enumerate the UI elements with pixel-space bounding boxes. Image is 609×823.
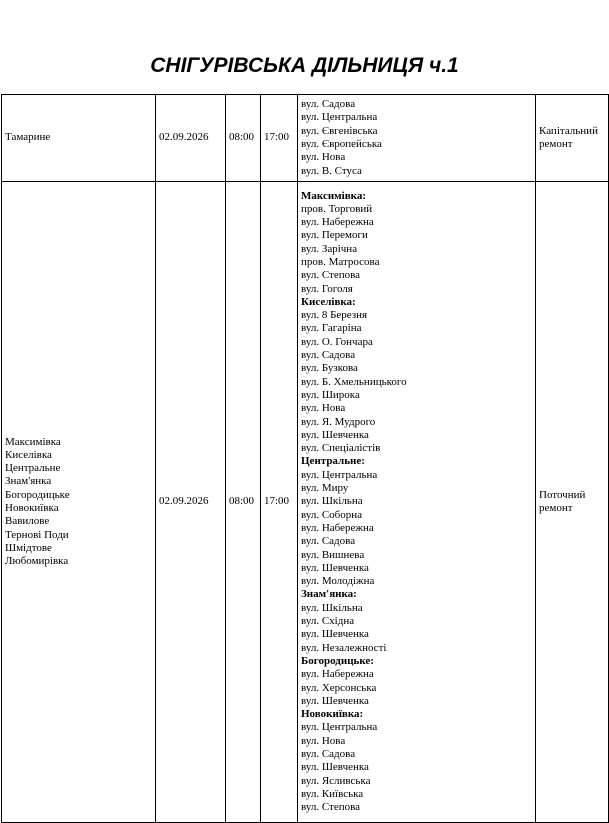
street-name: вул. Шевченка — [301, 761, 369, 774]
street-name: вул. Гагаріна — [301, 322, 362, 335]
street-name: вул. Нова — [301, 734, 346, 747]
table-row — [2, 95, 609, 182]
outage-schedule-table — [1, 94, 609, 823]
street-name: вул. Центральна — [301, 721, 378, 734]
street-name: вул. Херсонська — [301, 681, 377, 694]
street-name: вул. Перемоги — [301, 229, 368, 242]
street-name: вул. Нова — [301, 151, 346, 164]
street-name: вул. Набережна — [301, 668, 374, 681]
street-name: вул. Степова — [301, 801, 361, 814]
location-name: Тернові Поди — [5, 528, 69, 541]
street-name: вул. Європейська — [301, 138, 382, 150]
street-name: пров. Торговий — [301, 202, 373, 215]
reason-cell — [536, 182, 609, 823]
locations-cell — [2, 182, 156, 823]
location-name: Новокиївка — [5, 502, 59, 514]
street-name: вул. Шевченка — [301, 428, 369, 441]
street-name: вул. Незалежності — [301, 641, 387, 654]
start-time-cell: 08:00 — [226, 182, 261, 823]
end-time-cell: 17:00 — [261, 182, 298, 823]
street-name: вул. Шкільна — [301, 495, 363, 508]
street-name: вул. Ясливська — [301, 774, 371, 787]
street-name: вул. Шкільна — [301, 601, 363, 614]
village-heading: Богородицьке: — [301, 654, 374, 667]
street-name: вул. Молодіжна — [301, 575, 375, 588]
street-name: вул. Шевченка — [301, 561, 369, 574]
street-name: вул. О. Гончара — [301, 335, 373, 348]
reason-text: Поточний — [539, 488, 586, 501]
start-time-cell: 08:00 — [226, 95, 261, 182]
village-heading: Центральне: — [301, 455, 365, 468]
street-name: вул. Соборна — [301, 508, 363, 521]
location-name: Шмідтове — [5, 541, 52, 554]
street-name: вул. Степова — [301, 269, 361, 282]
location-name: Знам'янка — [5, 475, 52, 488]
village-heading: Максимівка: — [301, 189, 366, 202]
reason-cell — [536, 95, 609, 182]
street-name: вул. Зарічна — [301, 242, 358, 255]
street-name: вул. Набережна — [301, 216, 374, 229]
village-heading: Новокиївка: — [301, 708, 364, 721]
location-name: Богородицьке — [5, 488, 70, 501]
date-cell: 02.09.2026 — [156, 95, 226, 182]
street-name: вул. Садова — [301, 349, 356, 362]
street-name: вул. Вишнева — [301, 548, 365, 561]
street-name: вул. Шевченка — [301, 694, 369, 707]
location-name: Центральне — [5, 462, 61, 475]
street-name: вул. В. Стуса — [301, 164, 362, 177]
location-name: Тамарине — [5, 131, 51, 144]
street-name: вул. Б. Хмельницького — [301, 375, 407, 388]
streets-cell — [298, 182, 536, 823]
street-name: вул. Садова — [301, 98, 356, 111]
location-name: Вавилове — [5, 515, 50, 528]
locations-cell — [2, 95, 156, 182]
village-heading: Киселівка: — [301, 295, 356, 308]
table-row — [2, 182, 609, 823]
street-name: пров. Матросова — [301, 256, 380, 268]
street-name: вул. Центральна — [301, 111, 378, 124]
street-name: вул. Бузкова — [301, 362, 358, 375]
street-name: вул. Спеціалістів — [301, 442, 381, 455]
street-name: вул. Київська — [301, 787, 364, 800]
street-name: вул. Садова — [301, 535, 356, 548]
street-name: вул. Гоголя — [301, 282, 353, 295]
reason-text: Капітальний — [539, 124, 598, 137]
street-name: вул. Нова — [301, 402, 346, 415]
street-name: вул. Я. Мудрого — [301, 415, 376, 428]
end-time-cell: 17:00 — [261, 95, 298, 182]
street-name: вул. 8 Березня — [301, 309, 368, 322]
street-name: вул. Садова — [301, 747, 356, 760]
street-name: вул. Шевченка — [301, 628, 369, 641]
street-name: вул. Миру — [301, 482, 349, 495]
reason-text: ремонт — [539, 138, 573, 150]
date-cell: 02.09.2026 — [156, 182, 226, 823]
reason-text: ремонт — [539, 502, 573, 514]
location-name: Киселівка — [5, 448, 52, 461]
street-name: вул. Євгенівська — [301, 124, 378, 137]
location-name: Максимівка — [5, 435, 61, 448]
page-title: СНІГУРІВСЬКА ДІЛЬНИЦЯ ч.1 — [150, 54, 459, 77]
street-name: вул. Східна — [301, 615, 355, 628]
village-heading: Знам'янка: — [301, 588, 357, 601]
streets-cell — [298, 95, 536, 182]
street-name: вул. Центральна — [301, 468, 378, 481]
street-name: вул. Широка — [301, 388, 360, 401]
location-name: Любомирівка — [5, 555, 69, 568]
street-name: вул. Набережна — [301, 521, 374, 534]
